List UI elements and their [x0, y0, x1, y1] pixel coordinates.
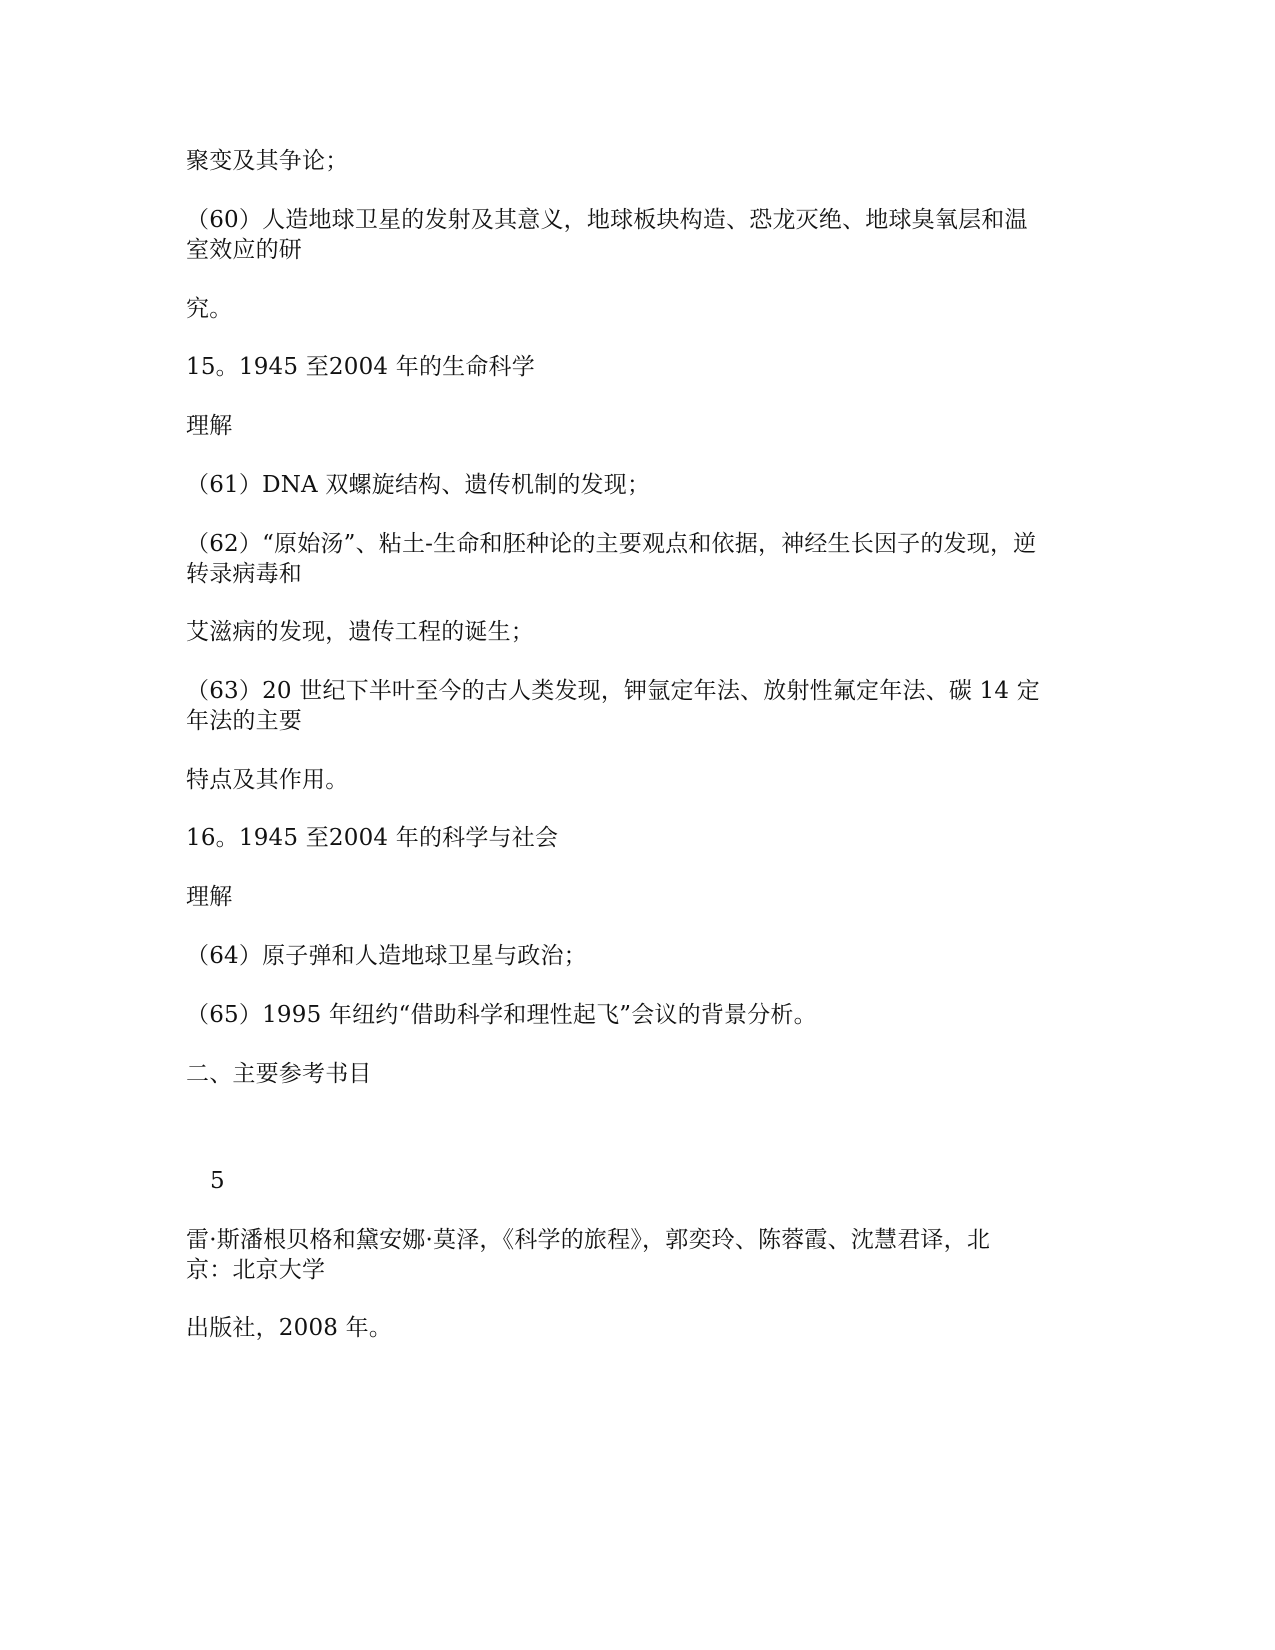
item-61: （61）DNA 双螺旋结构、遗传机制的发现； — [186, 472, 651, 498]
text-line-fusion: 聚变及其争论； — [186, 148, 349, 174]
references-heading: 二、主要参考书目 — [186, 1061, 372, 1087]
item-63-line-1: （63）20 世纪下半叶至今的古人类发现，钾氩定年法、放射性氟定年法、碳 14 定 — [186, 678, 1040, 704]
item-63-line-2: 年法的主要 — [186, 708, 302, 734]
item-60-line-3: 究。 — [186, 296, 233, 322]
page-number: 5 — [210, 1168, 225, 1194]
item-62-line-3: 艾滋病的发现，遗传工程的诞生； — [186, 619, 534, 645]
item-63-line-3: 特点及其作用。 — [186, 767, 349, 793]
section-16-heading: 16。1945 至2004 年的科学与社会 — [186, 825, 559, 851]
item-65: （65）1995 年纽约“借助科学和理性起飞”会议的背景分析。 — [186, 1002, 817, 1028]
item-60-line-2: 室效应的研 — [186, 237, 302, 263]
section-16-label: 理解 — [186, 884, 233, 910]
item-64: （64）原子弹和人造地球卫星与政治； — [186, 943, 587, 969]
item-62-line-1: （62）“原始汤”、粘土-生命和胚种论的主要观点和依据，神经生长因子的发现，逆 — [186, 531, 1037, 557]
section-15-heading: 15。1945 至2004 年的生命科学 — [186, 354, 535, 380]
item-60-line-1: （60）人造地球卫星的发射及其意义，地球板块构造、恐龙灭绝、地球臭氧层和温 — [186, 207, 1028, 233]
section-15-label: 理解 — [186, 413, 233, 439]
item-62-line-2: 转录病毒和 — [186, 561, 302, 587]
reference-1-line-1: 雷·斯潘根贝格和黛安娜·莫泽，《科学的旅程》，郭奕玲、陈蓉霞、沈慧君译，北 — [186, 1227, 991, 1253]
reference-1-line-2: 京：北京大学 — [186, 1257, 326, 1283]
reference-1-line-3: 出版社，2008 年。 — [186, 1315, 393, 1341]
